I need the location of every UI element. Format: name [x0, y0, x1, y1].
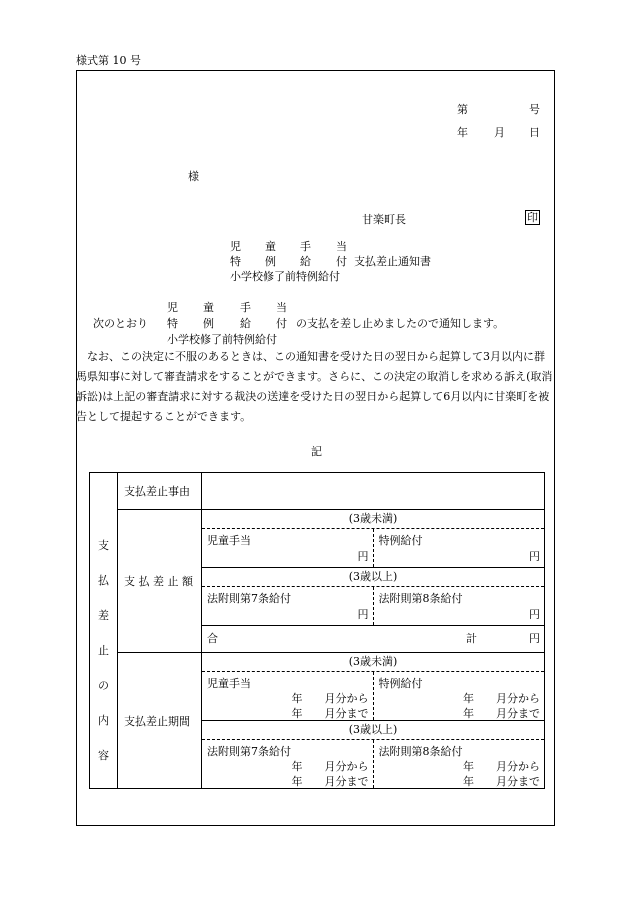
- period-child-allowance[interactable]: 児童手当 年 月分から 年 月分まで: [202, 672, 374, 720]
- body-mid-c2: 例: [203, 317, 214, 330]
- body-top-c2: 童: [203, 301, 214, 314]
- title-line2-c3: 給: [300, 255, 311, 268]
- period-under3-header: (3歳未満): [202, 653, 544, 672]
- title-line1-c3: 手: [300, 240, 311, 253]
- seal-mark: 印: [527, 211, 538, 224]
- period-over3-header: (3歳以上): [202, 721, 544, 740]
- body-top-c1: 児: [167, 301, 178, 314]
- amount-child-allowance[interactable]: 児童手当 円: [202, 529, 374, 567]
- title-line2-c1: 特: [230, 255, 241, 268]
- amount-cell: [202, 510, 545, 653]
- amount-label: 支 払 差 止 額: [118, 510, 202, 653]
- title-line1-c1: 児: [230, 240, 241, 253]
- month-label: 月: [494, 126, 505, 139]
- appeal-notice: なお、この決定に不服のあるときは、この通知書を受けた日の翌日から起算して3月以内に群馬県知事に対して審査請求をすることができます。さらに、この決定の取消しを求める訴え(取消訴訟)は上記の審査請求に対する裁決の送達を受けた日の翌日から起算して6月以内に甘楽町を被告として提起することができます。: [76, 350, 553, 423]
- period-label: 支払差止期間: [118, 653, 202, 789]
- suspension-table: [89, 472, 545, 789]
- amount-art7[interactable]: 法附則第7条給付 円: [202, 587, 374, 625]
- body-bottom: 小学校修了前特例給付: [167, 333, 277, 346]
- body-mid-c4: 付: [276, 317, 287, 330]
- title-line3: 小学校修了前特例給付: [230, 270, 340, 283]
- body-mid-c3: 給: [240, 317, 251, 330]
- body-top-c4: 当: [276, 301, 287, 314]
- title-line1-c2: 童: [265, 240, 276, 253]
- period-art7[interactable]: 法附則第7条給付 年 月分から 年 月分まで: [202, 740, 374, 788]
- vertical-label: 支 払 差 止 の 内 容: [90, 473, 118, 789]
- issuer-name: 甘楽町長: [362, 213, 406, 226]
- amount-total[interactable]: 合 計 円: [207, 632, 540, 645]
- number-suffix: 号: [529, 103, 540, 116]
- number-prefix: 第: [457, 103, 468, 116]
- title-main: 支払差止通知書: [354, 255, 431, 268]
- period-art8[interactable]: 法附則第8条給付 年 月分から 年 月分まで: [378, 745, 540, 788]
- reason-value[interactable]: [202, 473, 545, 510]
- form-number: 様式第 10 号: [76, 54, 141, 67]
- title-line1-c4: 当: [336, 240, 347, 253]
- reason-label: 支払差止事由: [118, 473, 202, 510]
- body-suffix: の支払を差し止めましたので通知します。: [296, 317, 505, 330]
- amount-special-benefit[interactable]: 特例給付 円: [378, 534, 540, 563]
- period-special-benefit[interactable]: 特例給付 年 月分から 年 月分まで: [378, 677, 540, 720]
- body-prefix: 次のとおり: [93, 317, 148, 330]
- day-label: 日: [529, 126, 540, 139]
- title-line2-c4: 付: [336, 255, 347, 268]
- amount-art8[interactable]: 法附則第8条給付 円: [378, 592, 540, 621]
- ki-mark: 記: [311, 445, 322, 458]
- over3-header: (3歳以上): [202, 568, 544, 587]
- body-mid-c1: 特: [167, 317, 178, 330]
- period-cell: [202, 653, 545, 789]
- title-line2-c2: 例: [265, 255, 276, 268]
- under3-header: (3歳未満): [202, 510, 544, 529]
- body-top-c3: 手: [240, 301, 251, 314]
- year-label: 年: [457, 126, 468, 139]
- addressee-suffix: 様: [188, 170, 199, 183]
